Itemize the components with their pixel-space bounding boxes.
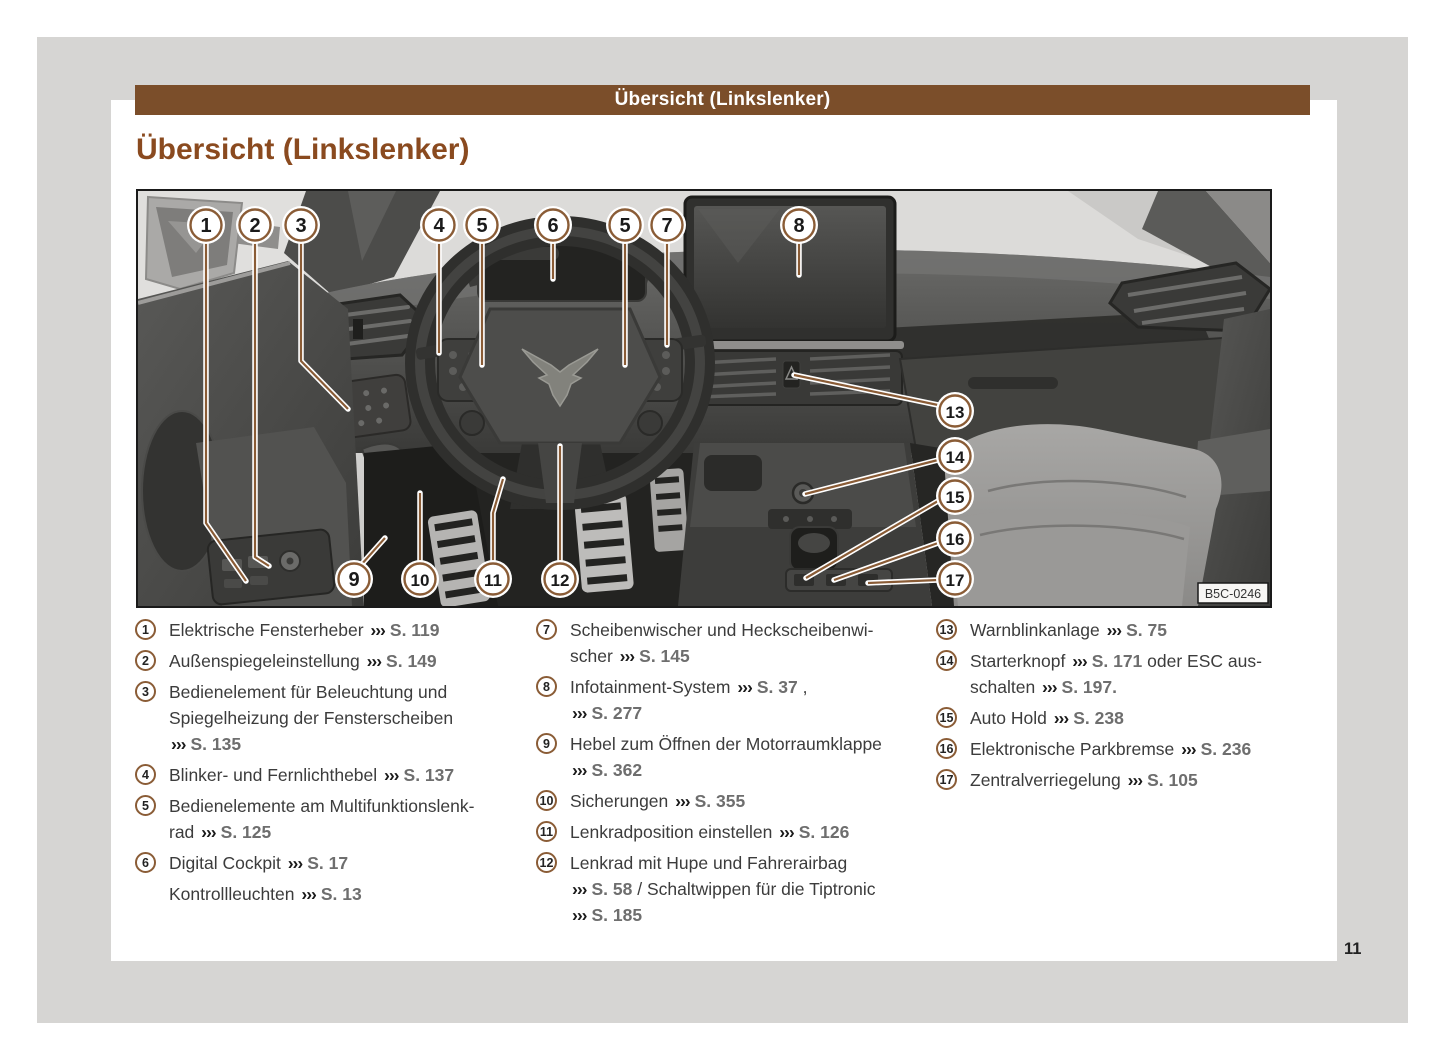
- legend-text: [169, 850, 348, 876]
- ref-arrow: ›››: [171, 734, 186, 754]
- label-text: Digital Cockpit: [169, 853, 286, 873]
- legend-item-16: [936, 736, 1292, 762]
- legend-text: [570, 788, 745, 814]
- label-text: Elektronische Parkbremse: [970, 739, 1180, 759]
- legend-number-badge: 6: [135, 852, 156, 873]
- callout-number: 14: [945, 448, 965, 467]
- legend-number-badge: 4: [135, 764, 156, 785]
- ref-arrow: ›››: [287, 853, 303, 873]
- legend-text: [169, 617, 440, 643]
- legend-number-badge: 16: [936, 738, 957, 759]
- label-text: schalten: [970, 677, 1041, 697]
- legend-item-8: [536, 674, 938, 726]
- legend-column-3: [936, 617, 1292, 798]
- legend-item-3: [135, 679, 533, 757]
- label-text: scher: [570, 646, 618, 666]
- legend-item-4: [135, 762, 533, 788]
- legend-text: [570, 819, 849, 845]
- callout-number: 13: [945, 403, 965, 422]
- legend-item-10: [536, 788, 938, 814]
- label-text: Hebel zum Öffnen der Motorraumklappe: [570, 734, 882, 754]
- chapter-header-title: Übersicht (Linkslenker): [614, 89, 831, 110]
- legend-text: [169, 648, 437, 674]
- image-code-tag: [1198, 583, 1268, 603]
- callout-number: 1: [200, 215, 212, 237]
- legend-text: [169, 881, 362, 907]
- label-text: / Schaltwippen für die Tiptronic: [632, 879, 876, 899]
- label-text: Starterknopf: [970, 651, 1071, 671]
- legend-number-badge: 5: [135, 795, 156, 816]
- callout-number: 7: [661, 215, 673, 237]
- page-ref[interactable]: S. 125: [220, 822, 272, 842]
- legend-number-spacer: [135, 883, 156, 904]
- legend-text: [970, 617, 1167, 643]
- legend-item-1: [135, 617, 533, 643]
- page-ref[interactable]: S. 149: [386, 651, 437, 671]
- label-text: Sicherungen: [570, 791, 674, 811]
- legend-number-badge: 15: [936, 707, 957, 728]
- label-text: Blinker- und Fernlichthebel: [169, 765, 383, 785]
- page-ref[interactable]: S. 137: [403, 765, 455, 785]
- label-text: rad: [169, 822, 200, 842]
- legend-text: [970, 767, 1198, 793]
- ref-arrow: ›››: [1106, 620, 1122, 640]
- ref-arrow: ›››: [201, 822, 216, 842]
- label-text: Kontrollleuchten: [169, 884, 300, 904]
- label-text: Bedienelement für Beleuchtung und: [169, 682, 448, 702]
- page-ref[interactable]: S. 13: [320, 884, 362, 904]
- legend-item-12: [536, 850, 938, 928]
- callout-number: 6: [547, 215, 559, 237]
- legend-number-badge: 17: [936, 769, 957, 790]
- label-text: Zentralverriegelung: [970, 770, 1126, 790]
- label-text: Elektrische Fensterheber: [169, 620, 369, 640]
- legend-number-badge: 11: [536, 821, 557, 842]
- passenger-seat: [944, 424, 1221, 606]
- ref-arrow: ›››: [384, 765, 399, 785]
- ref-arrow: ›››: [1181, 739, 1196, 759]
- legend-number-badge: 7: [536, 619, 557, 640]
- page-ref[interactable]: S. 17: [307, 853, 349, 873]
- ref-arrow: ›››: [779, 822, 794, 842]
- callout-number: 15: [945, 488, 965, 507]
- legend-text: [169, 793, 474, 845]
- ref-arrow: ›››: [1072, 651, 1087, 671]
- legend-text: [169, 762, 454, 788]
- page-ref[interactable]: S. 37: [756, 677, 798, 697]
- page-ref[interactable]: S. 75: [1126, 620, 1167, 640]
- legend-text: [970, 705, 1124, 731]
- ref-arrow: ›››: [572, 760, 587, 780]
- ref-arrow: ›››: [572, 905, 587, 925]
- callout-number: 5: [476, 215, 488, 237]
- legend-text: [970, 736, 1251, 762]
- legend-text: [570, 674, 807, 726]
- callout-number: 8: [793, 215, 805, 237]
- ref-arrow: ›››: [572, 879, 587, 899]
- legend-number-badge: 12: [536, 852, 557, 873]
- cupra-mode-button: [460, 411, 484, 435]
- legend-item-15: [936, 705, 1292, 731]
- ref-arrow: ›››: [619, 646, 635, 666]
- legend-text: [570, 617, 874, 669]
- callout-number: 16: [945, 530, 965, 549]
- accelerator-pedal: [649, 468, 689, 552]
- legend-item-11: [536, 819, 938, 845]
- label-text: Warnblinkanlage: [970, 620, 1105, 640]
- page-ref[interactable]: S. 135: [190, 734, 242, 754]
- callout-number: 3: [295, 215, 307, 237]
- page-ref[interactable]: S. 126: [798, 822, 850, 842]
- callout-number: 9: [348, 569, 360, 591]
- ref-arrow: ›››: [366, 651, 382, 671]
- page-ref[interactable]: S. 362: [591, 760, 643, 780]
- page-ref[interactable]: S. 185: [591, 905, 643, 925]
- ref-arrow: ›››: [1127, 770, 1143, 790]
- legend-text: [970, 648, 1262, 700]
- callout-number: 4: [433, 215, 445, 237]
- page-ref[interactable]: S. 238: [1073, 708, 1124, 728]
- page-ref[interactable]: S. 197.: [1061, 677, 1117, 697]
- page-ref[interactable]: S. 171: [1091, 651, 1143, 671]
- page-ref[interactable]: S. 145: [639, 646, 690, 666]
- legend-item: [135, 881, 533, 907]
- ref-arrow: ›››: [572, 703, 587, 723]
- legend-number-badge: 2: [135, 650, 156, 671]
- legend-number-badge: 8: [536, 676, 557, 697]
- legend-number-badge: 10: [536, 790, 557, 811]
- legend-item-6: [135, 850, 533, 876]
- legend-text: [570, 731, 882, 783]
- legend-number-badge: 1: [135, 619, 156, 640]
- cockpit-figure: [136, 189, 1272, 608]
- page-ref[interactable]: S. 277: [591, 703, 643, 723]
- label-text: Bedienelemente am Multifunktionslenk-: [169, 796, 475, 816]
- label-text: Lenkrad mit Hupe und Fahrerairbag: [570, 853, 848, 873]
- label-text: Lenkradposition einstellen: [570, 822, 778, 842]
- legend-item-13: [936, 617, 1292, 643]
- label-text: ,: [797, 677, 808, 697]
- ref-arrow: ›››: [370, 620, 385, 640]
- ref-arrow: ›››: [675, 791, 690, 811]
- legend-text: [169, 679, 453, 757]
- legend-item-5: [135, 793, 533, 845]
- legend-item-2: [135, 648, 533, 674]
- page-ref[interactable]: S. 236: [1200, 739, 1252, 759]
- label-text: oder ESC aus-: [1142, 651, 1262, 671]
- callout-number: 12: [550, 571, 570, 590]
- legend-item-17: [936, 767, 1292, 793]
- chapter-header-bar: [135, 85, 1310, 115]
- page-ref[interactable]: S. 119: [389, 620, 440, 640]
- label-text: Auto Hold: [970, 708, 1052, 728]
- callout-number: 5: [619, 215, 631, 237]
- page-title: Übersicht (Linkslenker): [136, 133, 470, 166]
- page-ref[interactable]: S. 355: [694, 791, 746, 811]
- legend-column-2: [536, 617, 938, 933]
- label-text: Spiegelheizung der Fensterscheiben: [169, 708, 454, 728]
- legend-item-14: [936, 648, 1292, 700]
- legend-number-badge: 3: [135, 681, 156, 702]
- page-number: 11: [1344, 940, 1362, 958]
- legend-item-9: [536, 731, 938, 783]
- page-ref[interactable]: S. 58: [591, 879, 633, 899]
- legend-number-badge: 9: [536, 733, 557, 754]
- legend-number-badge: 14: [936, 650, 957, 671]
- label-text: Scheibenwischer und Heckscheibenwi-: [570, 620, 874, 640]
- callout-number: 10: [410, 571, 430, 590]
- callout-number: 17: [945, 571, 965, 590]
- legend-item-7: [536, 617, 938, 669]
- ref-arrow: ›››: [301, 884, 316, 904]
- legend-number-badge: 13: [936, 619, 957, 640]
- page-ref[interactable]: S. 105: [1147, 770, 1198, 790]
- callout-number: 11: [484, 571, 502, 590]
- label-text: Außenspiegeleinstellung: [169, 651, 365, 671]
- ref-arrow: ›››: [1053, 708, 1069, 728]
- legend-text: [570, 850, 876, 928]
- callout-number: 2: [249, 215, 261, 237]
- engine-start-wheel-button: [638, 411, 662, 435]
- ref-arrow: ›››: [1042, 677, 1057, 697]
- legend-column-1: [135, 617, 533, 912]
- ref-arrow: ›››: [737, 677, 752, 697]
- label-text: Infotainment-System: [570, 677, 736, 697]
- image-code: B5C-0246: [1204, 587, 1262, 601]
